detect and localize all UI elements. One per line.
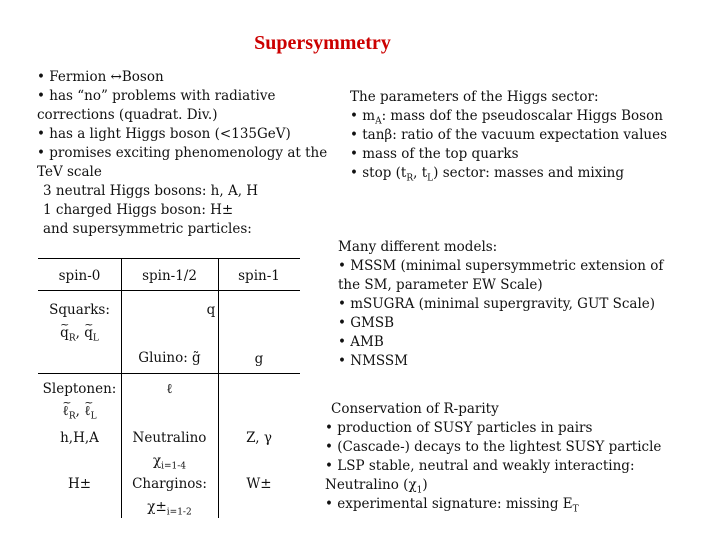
neutralino-symbol: $\chi_{i=1-4}$ [152, 453, 187, 472]
models-msugra: • mSUGRA (minimal supergravity, GUT Scale) [338, 296, 656, 312]
higgs-mtop: • mass of the top quarks [350, 146, 519, 162]
higgs-parameters-block [350, 88, 667, 183]
radiative-line: • has “no” problems with radiative [37, 88, 276, 104]
sleptonen-symbol: ~ ℓ$_R$, ~ ℓ$_L$ [38, 402, 121, 421]
header-spin-half: spin-1/2 [142, 268, 197, 284]
header-spin-0: spin-0 [58, 268, 101, 284]
higgs-tanbeta: • tanβ: ratio of the vacuum expectation values [350, 127, 667, 143]
squarks-label: Squarks: [49, 302, 110, 318]
rparity-signature: • experimental signature: missing $E_T$ [325, 496, 579, 515]
sleptonen-label: Sleptonen: [42, 381, 117, 397]
phenomenology-line: • promises exciting phenomenology at the [37, 145, 328, 161]
tev-scale-line: TeV scale [37, 164, 102, 180]
table-row-rule [38, 373, 300, 374]
higgs-ma: • $m_A$: mass dof the pseudoscalar Higgs Boson [350, 108, 663, 127]
light-higgs-line: • has a light Higgs boson (<135GeV) [37, 126, 291, 142]
gluino-label: Gluino: g̃ [138, 350, 201, 366]
rparity-decays: • (Cascade-) decays to the lightest SUSY particle [325, 439, 662, 455]
rparity-neutralino: Neutralino $(\chi_1)$ [325, 477, 428, 496]
rparity-pairs: • production of SUSY particles in pairs [325, 420, 593, 436]
higgs-stop: • stop ($t_R$, $t_L$) sector: masses and mixing [350, 165, 625, 184]
header-spin-1: spin-1 [238, 268, 280, 284]
z-gamma: Z, γ [246, 430, 272, 446]
charged-higgs-line: 1 charged Higgs boson: H± [43, 202, 234, 218]
table-top-rule [38, 258, 300, 259]
quark-q: q [206, 302, 216, 318]
fermion-boson-line: • Fermion ↔Boson [37, 69, 164, 85]
left-text-block [37, 68, 327, 239]
models-gmsb: • GMSB [338, 315, 395, 331]
models-mssm: • MSSM (minimal supersymmetric extension of [338, 258, 664, 274]
table-header-rule [38, 290, 300, 291]
rparity-block [325, 400, 661, 514]
slide-title: Supersymmetry [254, 32, 391, 54]
charginos-label: Charginos: [132, 476, 207, 492]
w-boson: W± [246, 476, 272, 492]
lepton-ell: ℓ [166, 381, 173, 397]
particle-table [38, 258, 300, 518]
squarks-symbol: ~ $q_R$, ~ $q_L$ [38, 324, 121, 343]
gluon-g: g [254, 351, 264, 367]
models-block [338, 238, 663, 371]
rparity-heading: Conservation of R-parity [331, 401, 499, 417]
higgs-heading: The parameters of the Higgs sector: [350, 89, 599, 105]
charginos-symbol: $\chi\pm_{i=1-2}$ [147, 499, 192, 518]
neutralino-label: Neutralino [132, 430, 207, 446]
higgs-hha: h,H,A [60, 430, 99, 446]
rparity-lsp: • LSP stable, neutral and weakly interacting: [325, 458, 635, 474]
charged-higgs: H± [67, 476, 92, 492]
susy-particles-line: and supersymmetric particles: [43, 221, 252, 237]
models-heading: Many different models: [338, 239, 498, 255]
models-nmssm: • NMSSM [338, 353, 408, 369]
neutral-higgs-line: 3 neutral Higgs bosons: h, A, H [43, 183, 259, 199]
corrections-line: corrections (quadrat. Div.) [37, 107, 218, 123]
models-amb: • AMB [338, 334, 384, 350]
models-mssm-cont: the SM, parameter EW Scale) [338, 277, 543, 293]
